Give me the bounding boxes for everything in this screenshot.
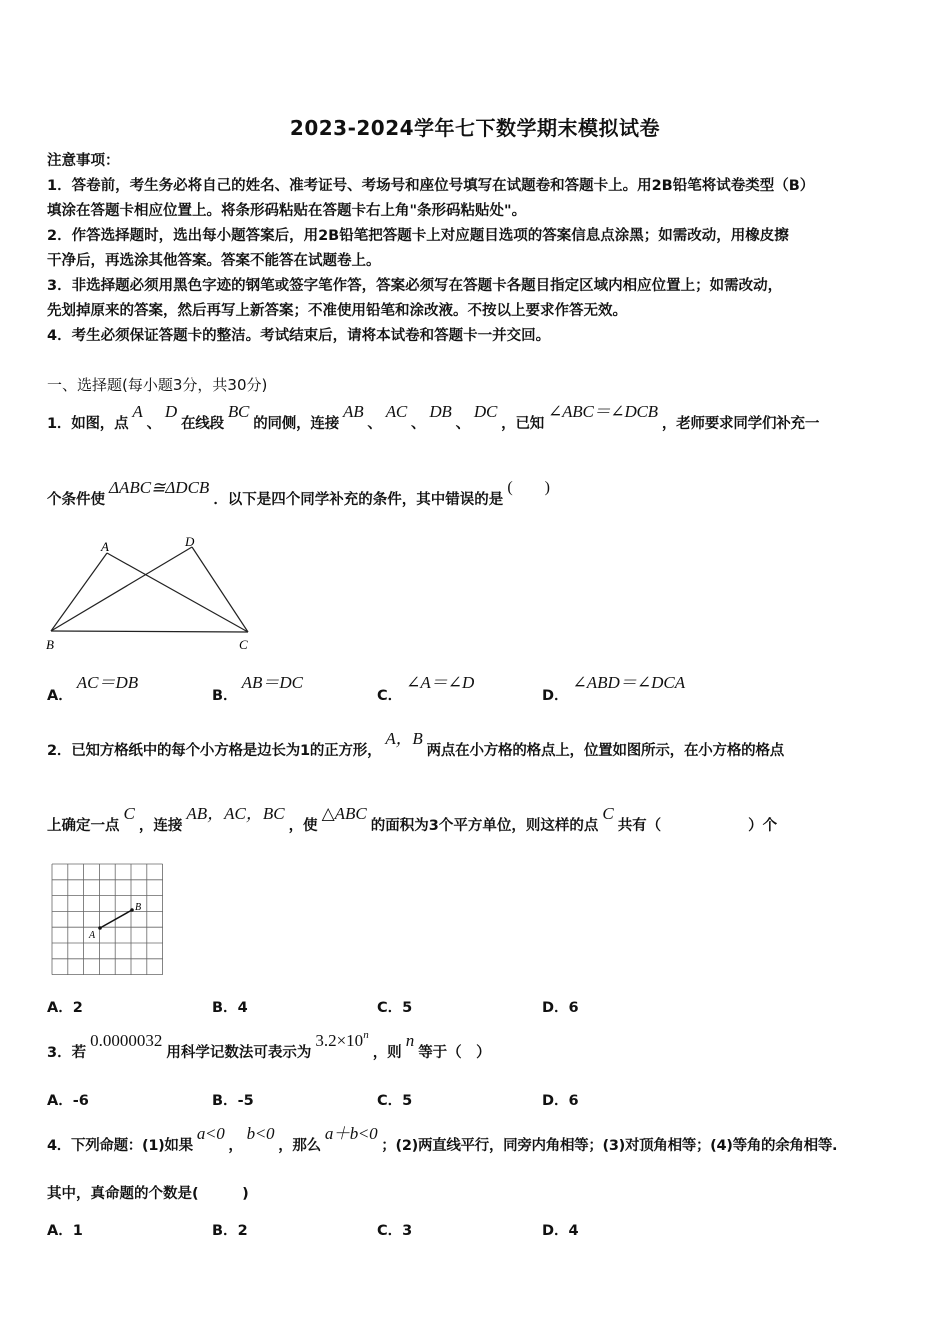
q1-answer-blank: ( )	[507, 479, 550, 496]
notice-line-5: 3．非选择题必须用黑色字迹的钢笔或签字笔作答，答案必须写在答题卡各题目指定区域内相应位置上；如需改动，	[47, 278, 783, 294]
q1-line-ab	[51, 553, 107, 631]
q3-line-1: 3．若0.0000032用科学记数法可表示为$3.2\times 10^n$，则n等于（ ）	[47, 1029, 491, 1061]
q3-option-d[interactable]: D．6	[542, 1093, 579, 1109]
section-heading: 一、选择题(每小题3分，共30分)	[47, 376, 268, 394]
q4-line-1: 4．下列命题：(1)如果a<0，b<0，那么a＋b<0；(2)两直线平行，同旁内角相等；(3)对顶角相等；(4)等角的余角相等.	[47, 1124, 838, 1154]
q1-line-ac	[107, 553, 248, 632]
q2-line-1: 2．已知方格纸中的每个小方格是边长为1的正方形，A，B两点在小方格的格点上，位置如图所示，在小方格的格点	[47, 729, 785, 759]
q1-triangle-figure	[40, 533, 260, 658]
q4-option-c[interactable]: C．3	[377, 1223, 413, 1239]
q1-given-condition: ∠ABC＝∠DCB	[548, 402, 658, 421]
q4-option-d[interactable]: D．4	[542, 1223, 579, 1239]
q1-label-c: C	[239, 637, 248, 652]
notice-line-4: 干净后，再选涂其他答案。答案不能答在试题卷上。	[47, 253, 381, 269]
q1-line-2: 个条件使ΔABC≅ΔDCB．以下是四个同学补充的条件，其中错误的是( )	[47, 478, 550, 508]
q1-point-a: A	[132, 402, 143, 421]
page-title: 2023-2024学年七下数学期末模拟试卷	[289, 116, 661, 140]
q2-point-a	[98, 926, 102, 930]
q2-option-d[interactable]: D．6	[542, 1000, 579, 1016]
q1-option-d[interactable]: D．∠ABD＝∠DCA	[542, 673, 686, 704]
notice-line-6: 先划掉原来的答案，然后再写上新答案；不准使用铅笔和涂改液。不按以上要求作答无效。	[47, 303, 627, 319]
q2-line-2: 上确定一点C，连接AB，AC，BC，使△ABC的面积为3个平方单位，则这样的点C共有（ ）个	[47, 804, 778, 834]
q1-point-d: D	[164, 402, 177, 421]
q3-option-c[interactable]: C．5	[377, 1093, 413, 1109]
q4-option-b[interactable]: B．2	[212, 1223, 248, 1239]
q1-option-c[interactable]: C．∠A＝∠D	[377, 673, 475, 704]
q2-label-a: A	[89, 930, 96, 941]
q3-option-a[interactable]: A．-6	[47, 1093, 89, 1109]
notice-line-3: 2．作答选择题时，选出每小题答案后，用2B铅笔把答题卡上对应题目选项的答案信息点涂黑；如需改动，用橡皮擦	[47, 228, 789, 244]
q1-line-bc	[51, 631, 248, 632]
q2-option-c[interactable]: C．5	[377, 1000, 413, 1016]
q4-line-2: 其中，真命题的个数是( )	[47, 1186, 249, 1202]
q3-option-b[interactable]: B．-5	[212, 1093, 254, 1109]
q1-label-a: A	[101, 539, 109, 554]
q1-line-1: 1．如图，点A、D在线段BC的同侧，连接AB、AC、DB、DC，已知∠ABC＝∠DCB，老师要求同学们补充一	[47, 402, 820, 432]
q2-grid-figure	[47, 860, 172, 980]
q1-line-dc	[192, 547, 248, 632]
notice-line-7: 4．考生必须保证答题卡的整洁。考试结束后，请将本试卷和答题卡一并交回。	[47, 328, 551, 344]
notice-heading: 注意事项：	[47, 153, 120, 169]
q2-point-b	[130, 908, 134, 912]
q1-segment-bc: BC	[227, 402, 250, 421]
q1-label-b: B	[46, 637, 54, 652]
q1-option-b[interactable]: B．AB＝DC	[212, 673, 303, 704]
q4-option-a[interactable]: A．1	[47, 1223, 83, 1239]
q2-option-b[interactable]: B．4	[212, 1000, 248, 1016]
q1-congruence: ΔABC≅ΔDCB	[109, 478, 210, 497]
q2-option-a[interactable]: A．2	[47, 1000, 83, 1016]
notice-line-1: 1．答卷前，考生务必将自己的姓名、准考证号、考场号和座位号填写在试题卷和答题卡上。用2B铅笔将试卷类型（B）	[47, 178, 815, 194]
notice-line-2: 填涂在答题卡相应位置上。将条形码粘贴在答题卡右上角"条形码粘贴处"。	[47, 203, 527, 219]
q1-option-a[interactable]: A．AC＝DB	[47, 673, 139, 704]
q2-segment-ab	[100, 910, 132, 928]
q1-label-d: D	[185, 534, 195, 549]
q2-label-b: B	[135, 902, 142, 913]
